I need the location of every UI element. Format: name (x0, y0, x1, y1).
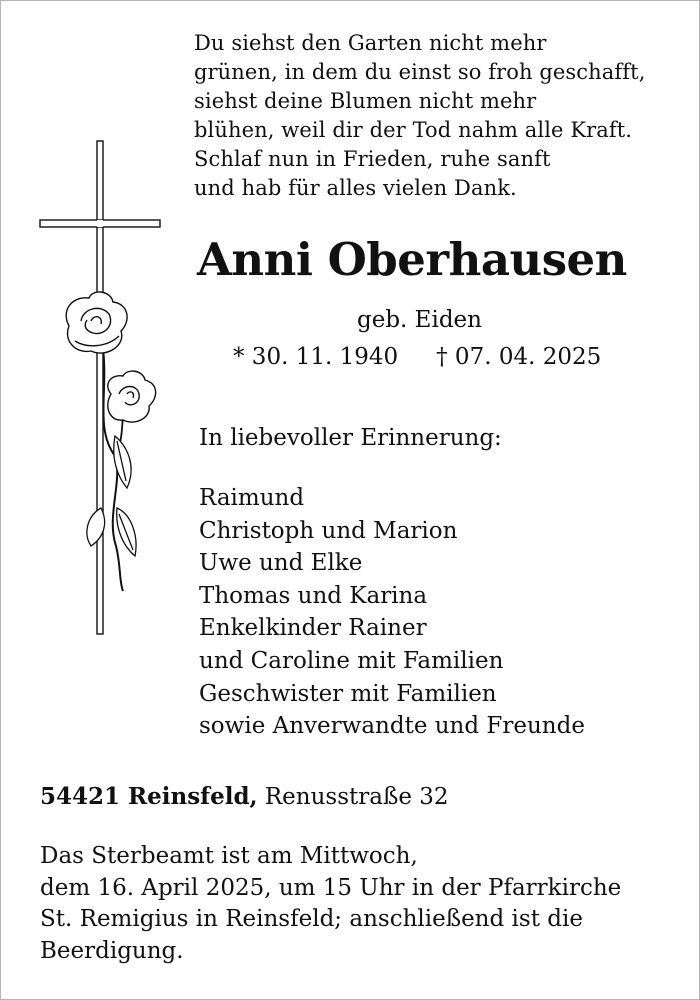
deceased-name: Anni Oberhausen (197, 233, 627, 286)
mourner-item: sowie Anverwandte und Freunde (199, 713, 585, 740)
funeral-service-info (40, 841, 670, 967)
poem-line: Du siehst den Garten nicht mehr (194, 31, 547, 55)
mourner-item: Raimund (199, 485, 305, 511)
mourner-item: Enkelkinder Rainer (199, 615, 427, 642)
poem-line: blühen, weil dir der Tod nahm alle Kraft. (194, 118, 633, 142)
service-line: Beerdigung. (40, 937, 184, 964)
address (40, 783, 449, 810)
birth-date: * 30. 11. 1940 (233, 344, 399, 370)
mourner-item: Christoph und Marion (199, 517, 458, 544)
poem-line: Schlaf nun in Frieden, ruhe sanft (194, 147, 551, 171)
memory-line: In liebevoller Erinnerung: (199, 425, 502, 451)
service-line: St. Remigius in Reinsfeld; anschließend ist die (40, 906, 583, 932)
poem-line: und hab für alles vielen Dank. (194, 176, 517, 200)
poem-line: siehst deine Blumen nicht mehr (194, 89, 537, 113)
service-line: Das Sterbeamt ist am Mittwoch, (40, 843, 418, 869)
address-town: 54421 Reinsfeld, (40, 783, 258, 810)
mourner-item: Uwe und Elke (199, 550, 363, 577)
maiden-name: geb. Eiden (357, 307, 482, 333)
mourner-item: Thomas und Karina (199, 582, 428, 609)
mourner-item: Geschwister mit Familien (199, 680, 497, 707)
mourner-item: und Caroline mit Familien (199, 647, 504, 674)
poem (194, 29, 645, 203)
life-dates (233, 344, 601, 370)
death-date: † 07. 04. 2025 (436, 344, 602, 370)
mourners-list (199, 482, 585, 743)
cross-with-roses-icon (31, 136, 171, 641)
service-line: dem 16. April 2025, um 15 Uhr in der Pfarrkirche (40, 874, 622, 901)
poem-line: grünen, in dem du einst so froh geschafft, (194, 60, 646, 84)
address-street: Renusstraße 32 (264, 784, 449, 810)
